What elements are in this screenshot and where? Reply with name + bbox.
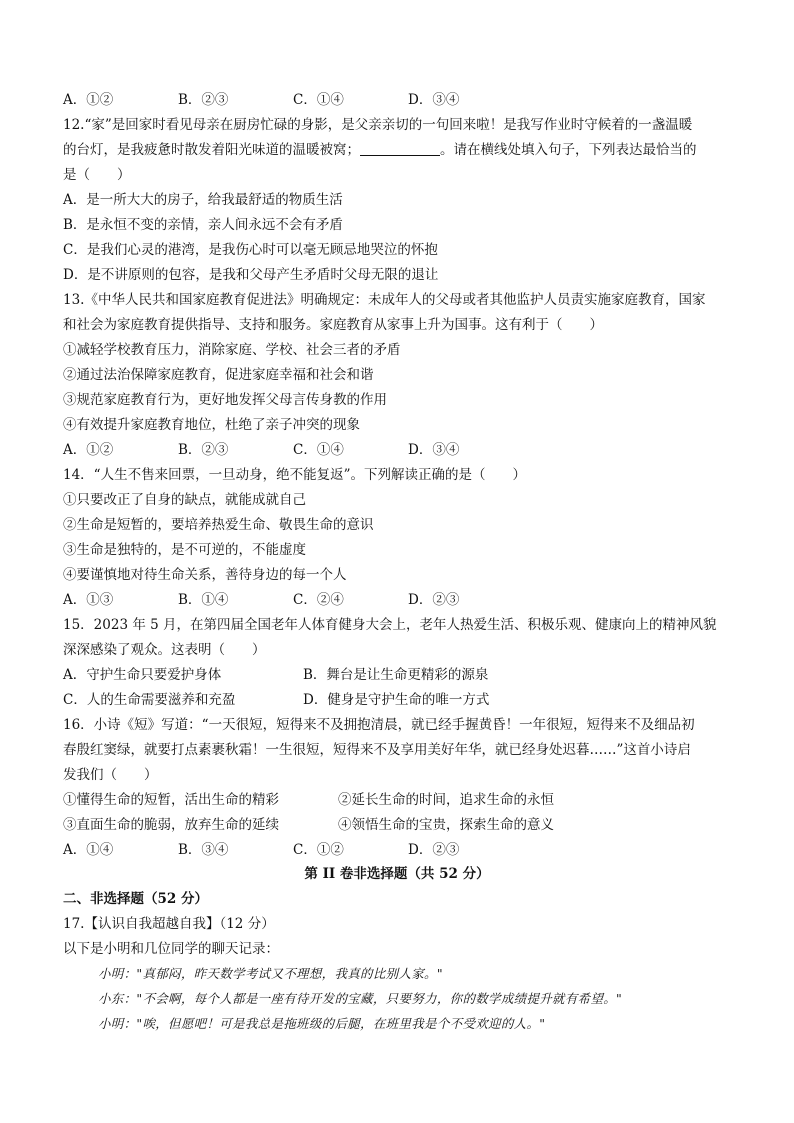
q12-stem-line2a: 的台灯，是我疲惫时散发着阳光味道的温暖被窝； <box>63 142 360 158</box>
q16-option-d[interactable]: D．②③ <box>408 842 460 858</box>
q12-stem-line1: 12.“家”是回家时看见母亲在厨房忙碌的身影，是父亲亲切的一句回来啦！是我写作业时守候着的一盏温暖 <box>63 117 693 133</box>
q17-intro: 以下是小明和几位同学的聊天记录： <box>63 941 279 957</box>
q13-statement-2: ②通过法治保障家庭教育，促进家庭幸福和社会和谐 <box>63 367 374 383</box>
q16-stem-line2: 春殷红窦绿，就要打点素裹秋霜！一生很短，短得来不及享用美好年华，就已经身处迟暮……”这首小诗启 <box>63 742 691 758</box>
q13-statement-1: ①减轻学校教育压力，消除家庭、学校、社会三者的矛盾 <box>63 342 401 358</box>
q12-stem-line2 <box>63 140 764 160</box>
q16-option-b[interactable]: B．③④ <box>178 842 229 858</box>
q13-stem-line1: 13.《中华人民共和国家庭教育促进法》明确规定：未成年人的父母或者其他监护人员责实施家庭教育，国家 <box>63 292 706 308</box>
q12-stem-line2b: 。请在横线处填入句子，下列表达最恰当的 <box>440 142 697 158</box>
q16-stem-line1: 16．小诗《短》写道：“一天很短，短得来不及拥抱清晨，就已经手握黄昏！一年很短，短得来不及细品初 <box>63 717 695 733</box>
section-2-title: 第 II 卷非选择题（共 52 分） <box>304 866 490 882</box>
q14-statement-3: ③生命是独特的，是不可逆的，不能虚度 <box>63 542 306 558</box>
q17-title: 17.【认识自我超越自我】（12 分） <box>63 916 275 932</box>
q16-statement-4: ④领悟生命的宝贵，探索生命的意义 <box>338 817 554 833</box>
q14-statement-1: ①只要改正了自身的缺点，就能成就自己 <box>63 492 306 508</box>
q13-option-a[interactable]: A．①② <box>63 442 114 458</box>
q14-option-c[interactable]: C．②④ <box>293 592 344 608</box>
q15-stem-line1: 15．2023 年 5 月，在第四届全国老年人体育健身大会上，老年人热爱生活、积极乐观、健康向上的精神风貌 <box>63 617 717 633</box>
q14-option-a[interactable]: A．①③ <box>63 592 114 608</box>
q15-option-d[interactable]: D．健身是守护生命的唯一方式 <box>303 692 490 708</box>
q14-option-d[interactable]: D．②③ <box>408 592 460 608</box>
q12-option-d[interactable]: D．是不讲原则的包容，是我和父母产生矛盾时父母无限的退让 <box>63 267 439 283</box>
q11-option-b[interactable]: B．②③ <box>178 92 229 108</box>
q11-option-c[interactable]: C．①④ <box>293 92 344 108</box>
q16-statement-1: ①懂得生命的短暂，活出生命的精彩 <box>63 792 279 808</box>
q12-option-c[interactable]: C．是我们心灵的港湾，是我伤心时可以毫无顾忌地哭泣的怀抱 <box>63 242 438 258</box>
q14-statement-2: ②生命是短暂的，要培养热爱生命、敬畏生命的意识 <box>63 517 374 533</box>
q13-option-d[interactable]: D．③④ <box>408 442 460 458</box>
q14-stem-line1: 14．“人生不售来回票，一旦动身，绝不能复返”。下列解读正确的是（ ） <box>63 467 526 483</box>
q14-option-b[interactable]: B．①④ <box>178 592 229 608</box>
q15-option-a[interactable]: A．守护生命只要爱护身体 <box>63 667 222 683</box>
q16-option-c[interactable]: C．①② <box>293 842 344 858</box>
chat-message: 小明："唉，但愿吧！可是我总是拖班级的后腿，在班里我是个不受欢迎的人。" <box>98 1016 546 1031</box>
q13-option-b[interactable]: B．②③ <box>178 442 229 458</box>
q12-option-a[interactable]: A．是一所大大的房子，给我最舒适的物质生活 <box>63 192 343 208</box>
part-2-heading: 二、非选择题（52 分） <box>63 891 208 907</box>
q14-statement-4: ④要谨慎地对待生命关系，善待身边的每一个人 <box>63 567 347 583</box>
q16-statement-2: ②延长生命的时间，追求生命的永恒 <box>338 792 554 808</box>
q16-option-a[interactable]: A．①④ <box>63 842 114 858</box>
chat-message: 小明："真郁闷，昨天数学考试又不理想，我真的比别人家。" <box>98 966 443 981</box>
q13-stem-line2: 和社会为家庭教育提供指导、支持和服务。家庭教育从家事上升为国事。这有利于（ ） <box>63 317 603 333</box>
q11-option-d[interactable]: D．③④ <box>408 92 460 108</box>
q16-statement-3: ③直面生命的脆弱，放弃生命的延续 <box>63 817 279 833</box>
q12-option-b[interactable]: B．是永恒不变的亲情，亲人间永远不会有矛盾 <box>63 217 343 233</box>
q13-option-c[interactable]: C．①④ <box>293 442 344 458</box>
q15-option-b[interactable]: B．舞台是让生命更精彩的源泉 <box>303 667 489 683</box>
q12-answer-blank <box>360 141 440 156</box>
chat-message: 小东："不会啊，每个人都是一座有待开发的宝藏，只要努力，你的数学成绩提升就有希望。" <box>98 991 623 1006</box>
q13-statement-4: ④有效提升家庭教育地位，杜绝了亲子冲突的现象 <box>63 417 360 433</box>
q11-option-a[interactable]: A．①② <box>63 92 114 108</box>
q15-stem-line2: 深深感染了观众。这表明（ ） <box>63 642 266 658</box>
q12-stem-line3: 是（ ） <box>63 167 131 183</box>
q15-option-c[interactable]: C．人的生命需要滋养和充盈 <box>63 692 236 708</box>
q13-statement-3: ③规范家庭教育行为，更好地发挥父母言传身教的作用 <box>63 392 387 408</box>
q16-stem-line3: 发我们（ ） <box>63 767 158 783</box>
